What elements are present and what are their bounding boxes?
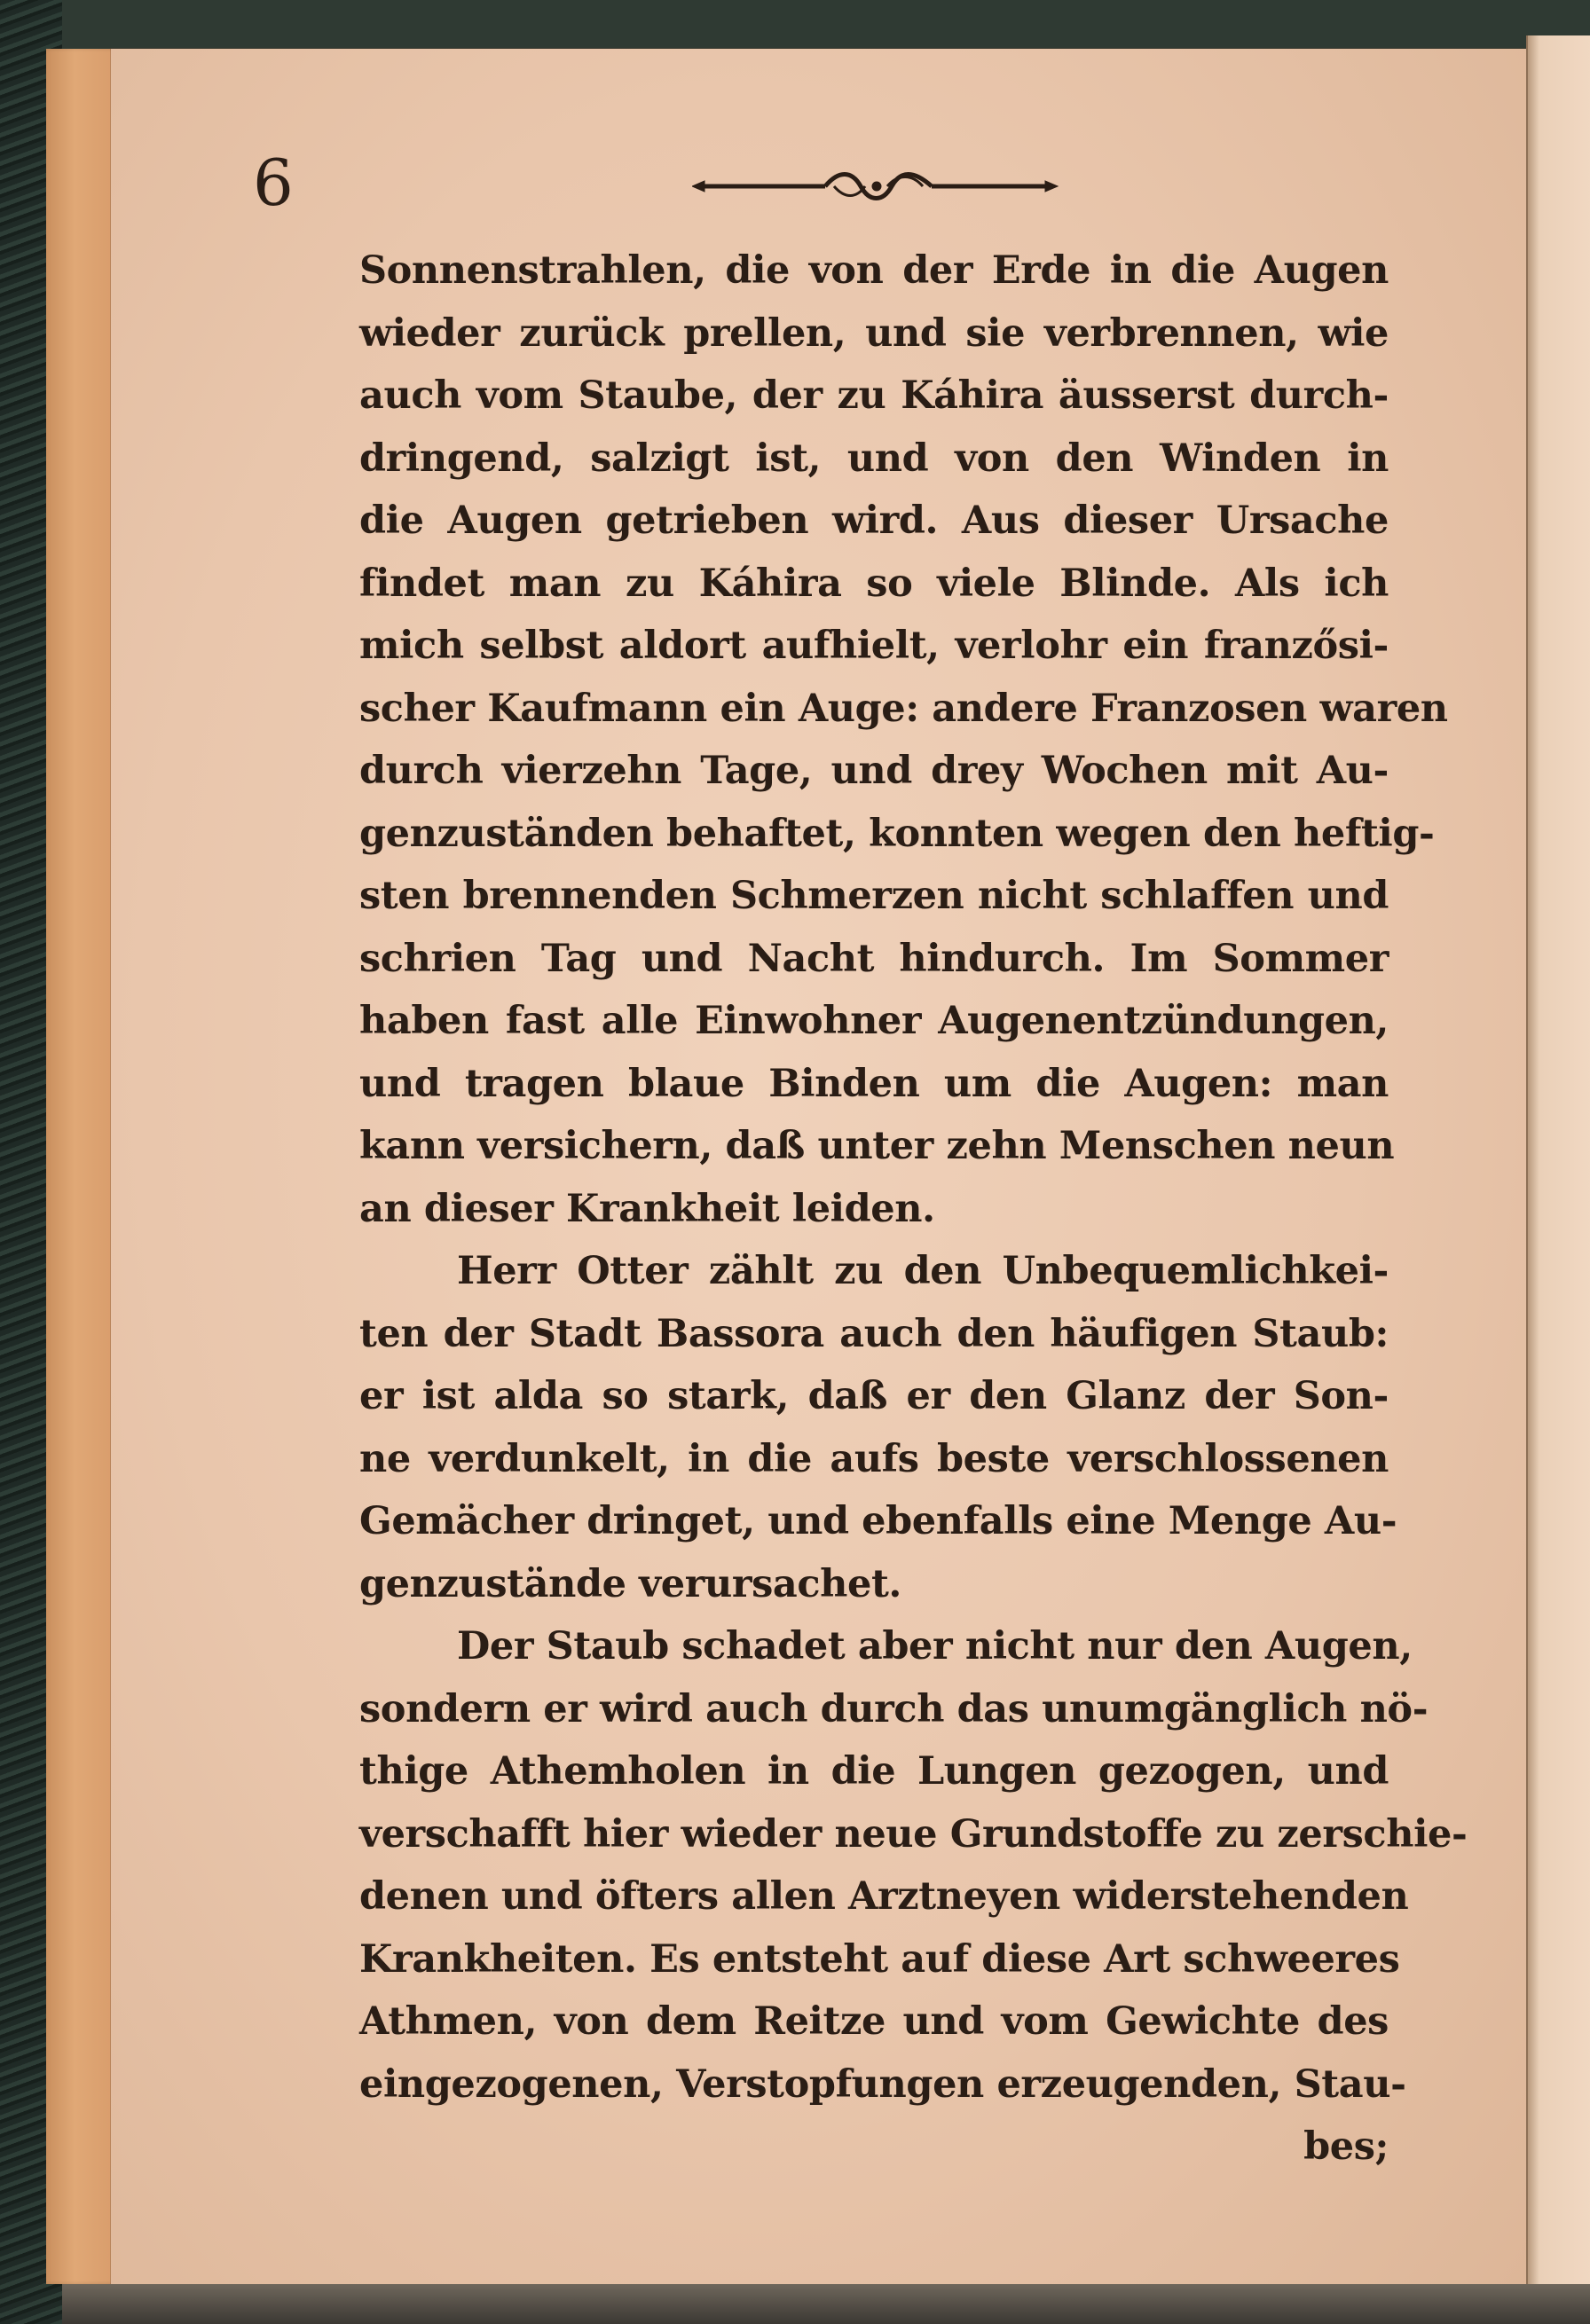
text-line: eingezogenen, Verstopfungen erzeugenden, Stau-: [359, 2061, 1406, 2107]
text-line: mich selbst aldort aufhielt, verlohr ein franzősi-: [359, 624, 1389, 668]
text-line: und tragen blaue Binden um die Augen: man: [359, 1061, 1389, 1106]
text-line: haben fast alle Einwohner Augenentzündungen,: [359, 999, 1389, 1043]
body-text: [359, 239, 1468, 2179]
text-line: denen und öfters allen Arztneyen widerstehenden: [359, 1874, 1409, 1919]
text-line: auch vom Staube, der zu Káhira äusserst durch-: [359, 373, 1389, 418]
text-line: Herr Otter zählt zu den Unbequemlichkei-: [457, 1249, 1389, 1293]
text-line: verschafft hier wieder neue Grundstoffe zu zerschie-: [359, 1811, 1468, 1857]
book-bottom-edge: [62, 2284, 1590, 2324]
text-line: sten brennenden Schmerzen nicht schlaffen und: [359, 874, 1389, 918]
text-line: durch vierzehn Tage, und drey Wochen mit Au-: [359, 749, 1389, 793]
text-line: genzuständen behaftet, konnten wegen den heftig-: [359, 811, 1435, 856]
text-line: Krankheiten. Es entsteht auf diese Art schweeres: [359, 1936, 1400, 1982]
binding-strip: [46, 49, 117, 2284]
text-line: wieder zurück prellen, und sie verbrennen, wie: [359, 310, 1389, 356]
text-line: genzustände verursachet.: [359, 1561, 901, 1606]
text-line: an dieser Krankheit leiden.: [359, 1186, 935, 1231]
text-line: die Augen getrieben wird. Aus dieser Ursache: [359, 499, 1389, 543]
text-line: Sonnenstrahlen, die von der Erde in die Augen: [359, 248, 1389, 293]
text-line: findet man zu Káhira so viele Blinde. Als ich: [359, 561, 1389, 606]
text-line: ne verdunkelt, in die aufs beste verschlossenen: [359, 1436, 1389, 1481]
header-ornament-icon: [692, 160, 1065, 213]
catchword: bes;: [1303, 2124, 1389, 2169]
text-line: Gemächer dringet, und ebenfalls eine Menge Au-: [359, 1499, 1397, 1543]
text-line: thige Athemholen in die Lungen gezogen, und: [359, 1749, 1389, 1794]
text-line: scher Kaufmann ein Auge: andere Franzosen waren: [359, 686, 1448, 731]
next-page-edge: [1526, 35, 1590, 2306]
text-line: ten der Stadt Bassora auch den häufigen Staub:: [359, 1311, 1389, 1356]
text-line: Athmen, von dem Reitze und vom Gewichte des: [359, 1999, 1389, 2044]
text-line: kann versichern, daß unter zehn Menschen neun: [359, 1124, 1395, 1168]
page-number: 6: [253, 145, 294, 220]
text-line: er ist alda so stark, daß er den Glanz der Son-: [359, 1374, 1389, 1418]
text-line: dringend, salzigt ist, und von den Winden in: [359, 436, 1389, 481]
text-line: schrien Tag und Nacht hindurch. Im Sommer: [359, 936, 1389, 981]
text-line: Der Staub schadet aber nicht nur den Augen,: [457, 1624, 1413, 1668]
text-line: sondern er wird auch durch das unumgänglich nö-: [359, 1686, 1429, 1731]
